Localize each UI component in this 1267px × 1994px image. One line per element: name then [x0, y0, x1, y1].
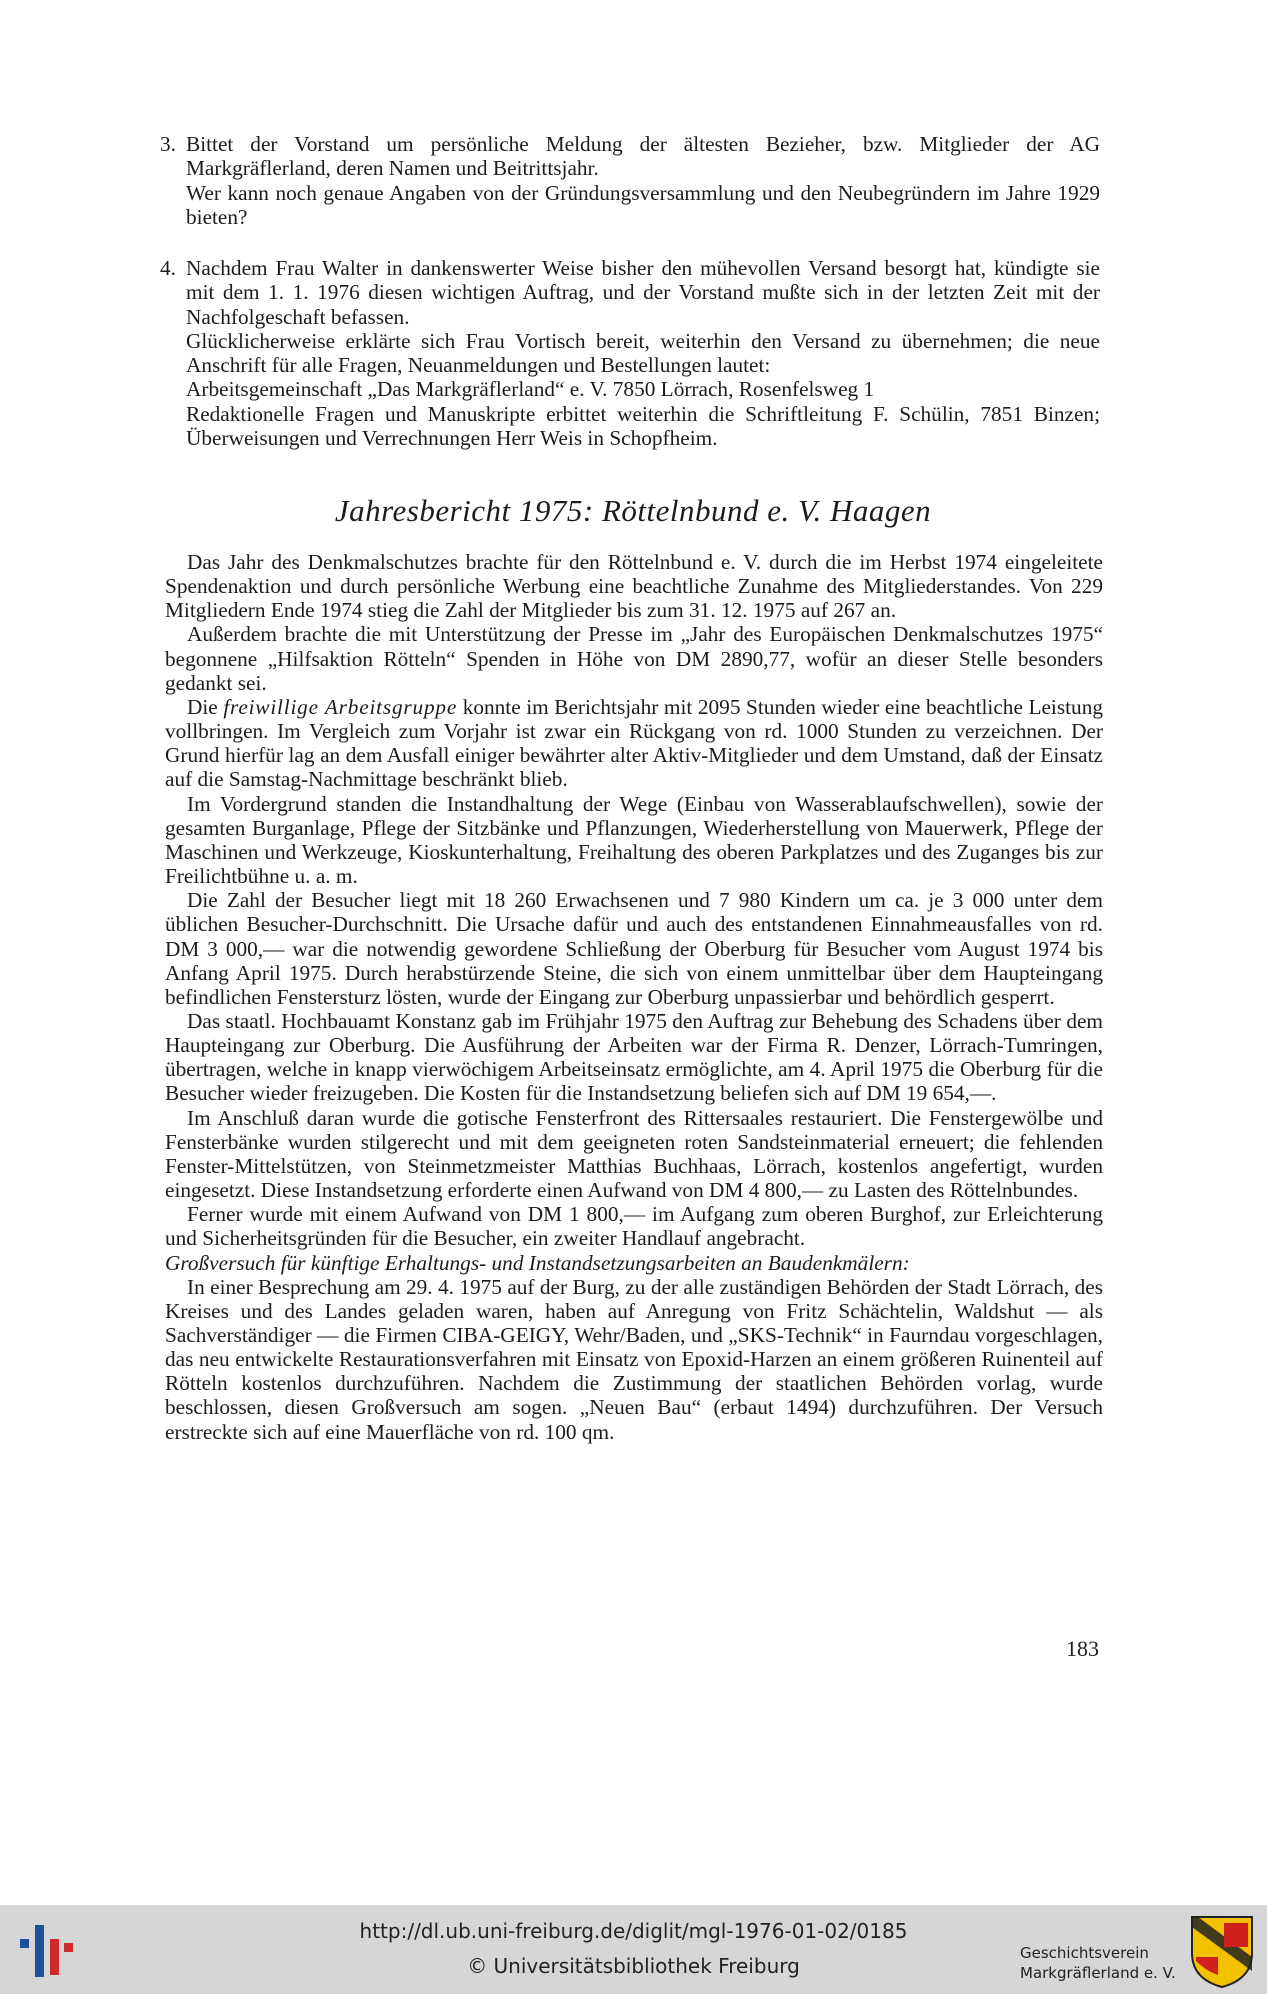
paragraph: Im Vordergrund standen die Instandhaltung der Wege (Einbau von Wasserablaufschwellen), sowie der gesamten Burganlage, Pflege der Sitzbänke und Pflanzungen, Wiederherstellung von Mauerwerk, Pflege der Maschinen und Werkzeuge, Kioskunterhaltung, Freihaltung des oberen Parkplatzes und des Zuganges bis zur Freilichtbühne u. a. m. — [165, 791, 1103, 889]
page-number: 183 — [1066, 1636, 1099, 1661]
list-paragraph: Redaktionelle Fragen und Manuskripte erbittet weiterhin die Schriftleitung F. Schülin, 7851 Binzen; Überweisungen und Verrechnungen Herr Weis in Schopfheim. — [186, 401, 1100, 451]
section-subheading: Großversuch für künftige Erhaltungs- und Instandsetzungsarbeiten an Baudenkmälern: — [165, 1250, 910, 1275]
paragraph: Außerdem brachte die mit Unterstützung der Presse im „Jahr des Europäischen Denkmalschutzes 1975“ begonnene „Hilfsaktion Rötteln“ Spenden in Höhe von DM 2890,77, wofür an dieser Stelle besonders gedankt sei. — [165, 622, 1103, 695]
paragraph: Im Anschluß daran wurde die gotische Fensterfront des Rittersaales restauriert. Die Fenstergewölbe und Fensterbänke wurden stilgerecht und mit dem geeigneten roten Sandsteinmaterial erneuert; die fehlenden Fenster-Mittelstützen, von Steinmetzmeister Matthias Buchhaas, Lörrach, kostenlos angefertigt, wurden eingesetzt. Diese Instandsetzung erforderte einen Aufwand von DM 4 800,— zu Lasten des Röttelnbundes. — [165, 1105, 1103, 1203]
paragraph: Das staatl. Hochbauamt Konstanz gab im Frühjahr 1975 den Auftrag zur Behebung des Schadens über dem Haupteingang zur Oberburg. Die Ausführung der Arbeiten war der Firma R. Denzer, Lörrach-Tumringen, übertragen, welche in knapp vierwöchigem Arbeitseinsatz ermöglichte, am 4. April 1975 die Oberburg für die Besucher wieder freizugeben. Die Kosten für die Instandsetzung beliefen sich auf DM 19 654,—. — [165, 1008, 1103, 1106]
society-name-line: Markgräflerland e. V. — [1020, 1964, 1176, 1982]
society-name — [1020, 1943, 1180, 1983]
text-run: konnte im Berichtsjahr mit 2095 Stunden wieder eine beachtliche Leistung vollbringen. Im Vergleich zum Vorjahr ist zwar ein Rückgang von rd. 1000 Stunden zu verzeichnen. Der Grund hierfür lag an dem Ausfall einiger bewährter alter Aktiv-Mitglieder und dem Umstand, daß der Einsatz auf die Samstag-Nachmittage beschränkt blieb. — [165, 694, 1103, 792]
footer-copyright: © Universitätsbibliothek Freiburg — [467, 1954, 800, 1978]
society-name-line: Geschichtsverein — [1020, 1944, 1149, 1962]
list-paragraph: Glücklicherweise erklärte sich Frau Vortisch bereit, weiterhin den Versand zu übernehmen; die neue Anschrift für alle Fragen, Neuanmeldungen und Bestellungen lautet: — [186, 328, 1100, 378]
article-body — [165, 550, 1103, 1444]
paragraph: Das Jahr des Denkmalschutzes brachte für den Röttelnbund e. V. durch die im Herbst 1974 eingeleitete Spendenaktion und durch persönliche Werbung eine beachtliche Zunahme des Mitgliederstandes. Von 229 Mitgliedern Ende 1974 stieg die Zahl der Mitglieder bis zum 31. 12. 1975 auf 267 an. — [165, 550, 1103, 623]
list-paragraph: Nachdem Frau Walter in dankenswerter Weise bisher den mühevollen Versand besorgt hat, kündigte sie mit dem 1. 1. 1976 diesen wichtigen Auftrag, und der Vorstand mußte sich in der letzten Zeit mit der Nachfolgeschaft befassen. — [186, 256, 1100, 329]
coat-of-arms-icon — [1188, 1913, 1256, 1989]
paragraph: Ferner wurde mit einem Aufwand von DM 1 800,— im Aufgang zum oberen Burghof, zur Erleichterung und Sicherheitsgründen für die Besucher, ein zweiter Handlauf angebracht. — [165, 1202, 1103, 1251]
footer-url-link[interactable]: http://dl.ub.uni-freiburg.de/diglit/mgl-1976-01-02/0185 — [359, 1919, 908, 1943]
emphasis-text: freiwillige Arbeitsgruppe — [223, 694, 458, 719]
list-number: 4. — [160, 256, 176, 280]
paragraph: In einer Besprechung am 29. 4. 1975 auf der Burg, zu der alle zuständigen Behörden der Stadt Lörrach, des Kreises und des Landes geladen waren, haben auf Anregung von Fritz Schächtelin, Waldshut — als Sachverständiger — die Firmen CIBA-GEIGY, Wehr/Baden, und „SKS-Technik“ in Faurndau vorgeschlagen, das neu entwickelte Restaurationsverfahren mit Einsatz von Epoxid-Harzen an einem größeren Ruinenteil auf Rötteln kostenlos durchzuführen. Nachdem die Zustimmung der staatlichen Behörden vorlag, wurde beschlossen, diesen Großversuch am sogen. „Neuen Bau“ (erbaut 1494) durchzuführen. Der Versuch erstreckte sich auf eine Mauerfläche von rd. 100 qm. — [165, 1274, 1103, 1444]
footer-bar — [0, 1905, 1267, 1994]
paragraph — [165, 695, 1103, 792]
list-paragraph: Bittet der Vorstand um persönliche Meldung der ältesten Bezieher, bzw. Mitglieder der AG Markgräflerland, deren Namen und Beitrittsjahr. — [186, 132, 1100, 181]
list-item-4 — [160, 256, 1100, 450]
article-title: Jahresbericht 1975: Röttelnbund e. V. Haagen — [334, 493, 932, 528]
list-item-3 — [160, 132, 1100, 229]
paragraph: Die Zahl der Besucher liegt mit 18 260 Erwachsenen und 7 980 Kindern um ca. je 3 000 unter dem üblichen Besucher-Durchschnitt. Die Ursache dafür und auch des entstandenen Einnahmeausfalles von rd. DM 3 000,— war die notwendig gewordene Schließung der Oberburg für Besucher vom August 1974 bis Anfang April 1975. Durch herabstürzende Steine, die sich von einem unmittelbar über dem Haupteingang befindlichen Fenstersturz lösten, wurde der Eingang zur Oberburg unpassierbar und behördlich gesperrt. — [165, 888, 1103, 1009]
list-paragraph: Arbeitsgemeinschaft „Das Markgräflerland“ e. V. 7850 Lörrach, Rosenfelsweg 1 — [186, 377, 875, 402]
list-paragraph: Wer kann noch genaue Angaben von der Gründungsversammlung und den Neubegründern im Jahre 1929 bieten? — [186, 180, 1100, 229]
list-number: 3. — [160, 132, 176, 156]
text-run: Die — [187, 694, 224, 719]
